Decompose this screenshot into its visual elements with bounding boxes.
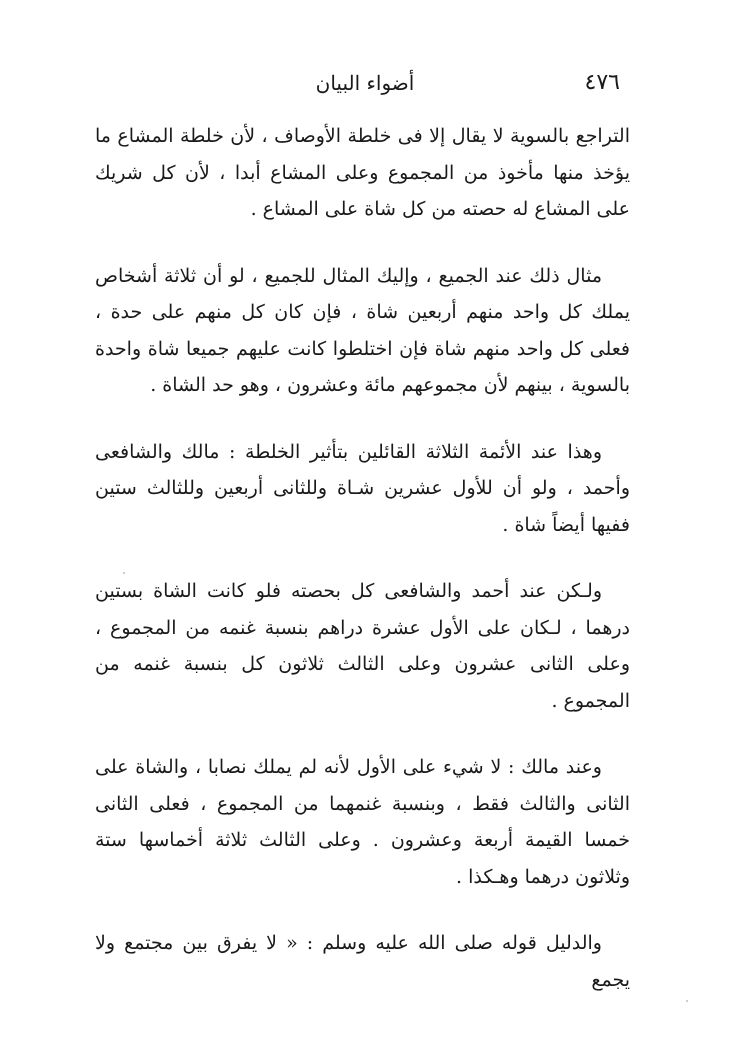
paragraph-6: والدليل قوله صلى الله عليه وسلم : « لا يفرق بين مجتمع ولا يجمع (95, 932, 630, 991)
paper-speck (686, 1000, 688, 1002)
page-header (110, 68, 620, 98)
body-text (95, 118, 630, 1028)
paragraph-1: التراجع بالسوية لا يقال إلا فى خلطة الأوصاف ، لأن خلطة المشاع ما يؤخذ منها مأخوذ من المجموع وعلى المشاع أبدا ، لأن كل شريك على المشاع له حصته من كل شاة على المشاع . (95, 125, 630, 220)
paragraph-2: مثال ذلك عند الجميع ، وإليك المثال للجميع ، لو أن ثلاثة أشخاص يملك كل واحد منهم أربعين شاة ، فإن كان كل منهم على حدة ، فعلى كل واحد منهم شاة فإن اختلطوا كانت عليهم جميعا شاة واحدة بالسوية ، بينهم لأن مجموعهم مائة وعشرون ، وهو حد الشاة . (95, 264, 630, 396)
running-title: أضواء البيان (315, 71, 415, 95)
paper-speck (123, 572, 125, 574)
paragraph-5: وعند مالك : لا شيء على الأول لأنه لم يملك نصابا ، والشاة على الثانى والثالث فقط ، وبنسبة غنمهما من المجموع ، فعلى الثانى خمسا القيمة أربعة وعشرون . وعلى الثالث ثلاثة أخماسها ستة وثلاثون درهما وهـكذا . (95, 756, 630, 888)
paragraph-3: وهذا عند الأئمة الثلاثة القائلين بتأثير الخلطة : مالك والشافعى وأحمد ، ولو أن للأول عشرين شـاة وللثانى أربعين وللثالث ستين ففيها أيضاً شاة . (95, 440, 630, 536)
paragraph-4: ولـكن عند أحمد والشافعى كل بحصته فلو كانت الشاة بستين درهما ، لـكان على الأول عشرة دراهم بنسبة غنمه من المجموع ، وعلى الثانى عشرون وعلى الثالث ثلاثون كل بنسبة غنمه من المجموع . (95, 580, 630, 712)
page-number: ٤٧٦ (584, 70, 620, 95)
